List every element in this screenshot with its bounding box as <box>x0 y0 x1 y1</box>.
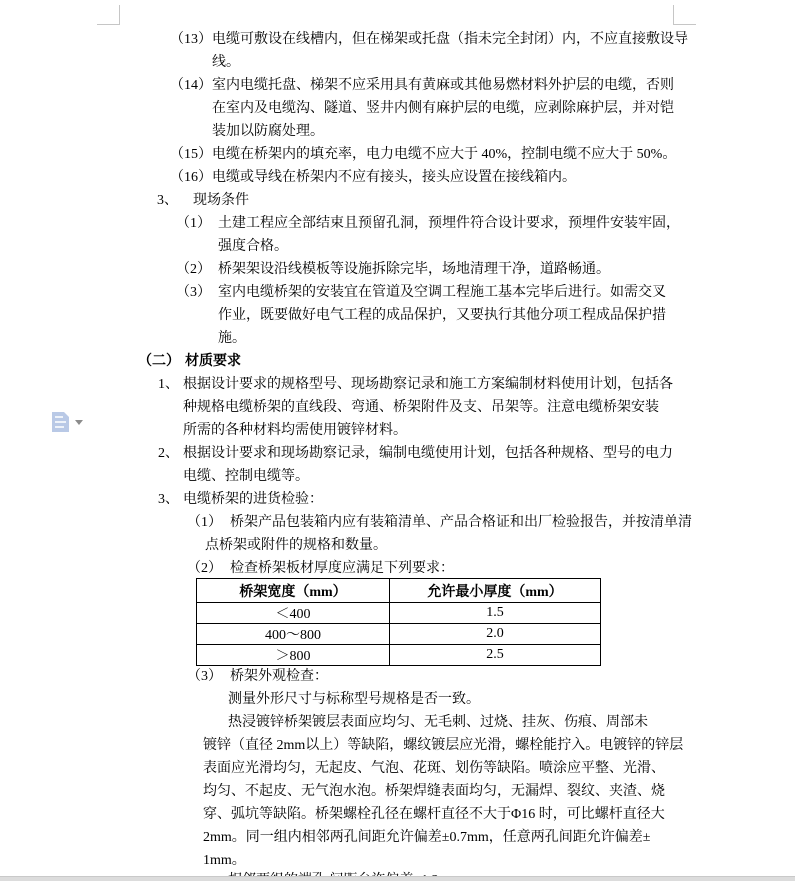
document-line-text: 所需的各种材料均需使用镀锌材料。 <box>183 423 407 438</box>
document-line[interactable] <box>0 123 795 140</box>
document-line[interactable] <box>0 307 795 324</box>
document-line[interactable] <box>0 77 795 94</box>
list-item-marker: （16） <box>170 170 212 185</box>
document-line-text: 室内电缆托盘、梯架不应采用具有黄麻或其他易燃材料外护层的电缆，否则 <box>212 78 674 93</box>
document-line-text: 检查桥架板材厚度应满足下列要求： <box>230 561 454 576</box>
list-item-marker: （1） <box>187 515 222 530</box>
document-line[interactable] <box>0 783 795 800</box>
table-cell[interactable]: ＜400 <box>197 603 390 624</box>
document-line-text: 线。 <box>212 55 240 70</box>
list-item-marker: 3、 <box>158 492 179 507</box>
document-line[interactable] <box>0 330 795 347</box>
table-row <box>197 624 601 645</box>
document-line-text: 电缆可敷设在线槽内，但在梯架或托盘（指未完全封闭）内，不应直接敷设导 <box>212 32 688 47</box>
list-item-marker: （3） <box>187 669 222 684</box>
document-line-text: 点桥架或附件的规格和数量。 <box>205 538 387 553</box>
list-item-marker: 3、 <box>157 193 178 208</box>
document-line[interactable] <box>0 238 795 255</box>
list-item-marker: （1） <box>176 216 211 231</box>
table-cell[interactable]: ＞800 <box>197 645 390 666</box>
document-line-text: 根据设计要求和现场勘察记录，编制电缆使用计划，包括各种规格、型号的电力 <box>183 446 673 461</box>
table-cell[interactable]: 1.5 <box>390 603 601 624</box>
document-line-text: 装加以防腐处理。 <box>212 124 324 139</box>
document-line[interactable] <box>0 31 795 48</box>
document-line-text: 施。 <box>218 331 246 346</box>
list-item-marker: （3） <box>176 285 211 300</box>
document-line-text: 根据设计要求的规格型号、现场勘察记录和施工方案编制材料使用计划，包括各 <box>183 377 673 392</box>
text-boundary-mark-top-right <box>673 5 696 25</box>
document-line-text: 桥架产品包装箱内应有装箱清单、产品合格证和出厂检验报告，并按清单清 <box>230 515 692 530</box>
document-line-text: 电缆或导线在桥架内不应有接头，接头应设置在接线箱内。 <box>212 170 576 185</box>
table-cell[interactable]: 2.5 <box>390 645 601 666</box>
document-line[interactable] <box>0 445 795 462</box>
table-header-cell[interactable]: 桥架宽度（mm） <box>197 579 390 603</box>
document-line[interactable] <box>0 399 795 416</box>
document-line-text: 桥架架设沿线模板等设施拆除完毕，场地清理干净，道路畅通。 <box>218 262 610 277</box>
document-line[interactable] <box>0 215 795 232</box>
table-header-cell[interactable]: 允许最小厚度（mm） <box>390 579 601 603</box>
document-line[interactable] <box>0 806 795 823</box>
document-line-text: 穿、弧坑等缺陷。桥架螺栓孔径在螺杆直径不大于Φ16 时，可比螺杆直径大 <box>203 807 665 822</box>
document-line[interactable] <box>0 146 795 163</box>
list-item-marker: （14） <box>170 78 212 93</box>
document-line-text: 镀锌（直径 2mm以上）等缺陷，螺纹镀层应光滑，螺栓能拧入。电镀锌的锌层 <box>203 738 684 753</box>
document-line-text: 2mm。同一组内相邻两孔间距允许偏差±0.7mm，任意两孔间距允许偏差± <box>203 830 651 845</box>
document-line-text: 均匀、不起皮、无气泡水泡。桥架焊缝表面均匀，无漏焊、裂纹、夹渣、烧 <box>203 784 665 799</box>
list-item-marker: （2） <box>187 561 222 576</box>
document-line[interactable] <box>0 852 795 869</box>
document-line[interactable] <box>0 491 795 508</box>
document-line[interactable] <box>0 691 795 708</box>
document-line-text: 强度合格。 <box>218 239 288 254</box>
document-line[interactable] <box>0 537 795 554</box>
list-item-marker: （13） <box>170 32 212 47</box>
document-line-text: 桥架外观检查： <box>230 669 328 684</box>
document-line[interactable] <box>0 192 795 209</box>
list-item-marker: （15） <box>170 147 212 162</box>
table-row <box>197 645 601 666</box>
document-line-text: 电缆在桥架内的填充率，电力电缆不应大于 40%，控制电缆不应大于 50%。 <box>212 147 677 162</box>
list-item-marker: （2） <box>176 262 211 277</box>
document-line-text: 测量外形尺寸与标称型号规格是否一致。 <box>228 692 480 707</box>
document-line[interactable] <box>0 714 795 731</box>
list-item-marker: （二） <box>138 354 180 369</box>
page-bottom-edge <box>0 876 795 881</box>
document-line[interactable] <box>0 284 795 301</box>
document-line-text: 热浸镀锌桥架镀层表面应均匀、无毛刺、过烧、挂灰、伤痕、周部未 <box>228 715 648 730</box>
document-line[interactable] <box>0 560 795 577</box>
table-row <box>197 603 601 624</box>
document-line[interactable] <box>0 100 795 117</box>
document-line[interactable] <box>0 514 795 531</box>
document-line[interactable] <box>0 468 795 485</box>
document-line[interactable] <box>0 829 795 846</box>
document-line-text: 电缆、控制电缆等。 <box>183 469 309 484</box>
document-line[interactable] <box>0 261 795 278</box>
document-line-text: 表面应光滑均匀，无起皮、气泡、花斑、划伤等缺陷。喷涂应平整、光滑、 <box>203 761 665 776</box>
document-line[interactable] <box>0 668 795 685</box>
text-boundary-mark-top-left <box>97 5 120 25</box>
document-line-text: 电缆桥架的进货检验： <box>183 492 323 507</box>
document-line-text: 室内电缆桥架的安装宜在管道及空调工程施工基本完毕后进行。如需交叉 <box>218 285 666 300</box>
document-line-text: 1mm。 <box>203 853 246 868</box>
document-line-text: 材质要求 <box>185 354 241 369</box>
document-line[interactable] <box>0 54 795 71</box>
document-line-text: 现场条件 <box>193 193 249 208</box>
table-cell[interactable]: 400～800 <box>197 624 390 645</box>
list-item-marker: 1、 <box>158 377 179 392</box>
table-cell[interactable]: 2.0 <box>390 624 601 645</box>
tray-thickness-table[interactable] <box>196 578 601 666</box>
document-line[interactable] <box>0 376 795 393</box>
document-line[interactable] <box>0 353 795 370</box>
list-item-marker: 2、 <box>158 446 179 461</box>
document-line-text: 土建工程应全部结束且预留孔洞，预埋件符合设计要求，预埋件安装牢固， <box>218 216 680 231</box>
document-line[interactable] <box>0 169 795 186</box>
document-line-text: 作业，既要做好电气工程的成品保护，又要执行其他分项工程成品保护措 <box>218 308 666 323</box>
document-line-text: 在室内及电缆沟、隧道、竖井内侧有麻护层的电缆，应剥除麻护层，并对铠 <box>212 101 674 116</box>
document-line-text: 种规格电缆桥架的直线段、弯通、桥架附件及支、吊架等。注意电缆桥架安装 <box>183 400 659 415</box>
document-line[interactable] <box>0 760 795 777</box>
document-line[interactable] <box>0 737 795 754</box>
document-line[interactable] <box>0 422 795 439</box>
